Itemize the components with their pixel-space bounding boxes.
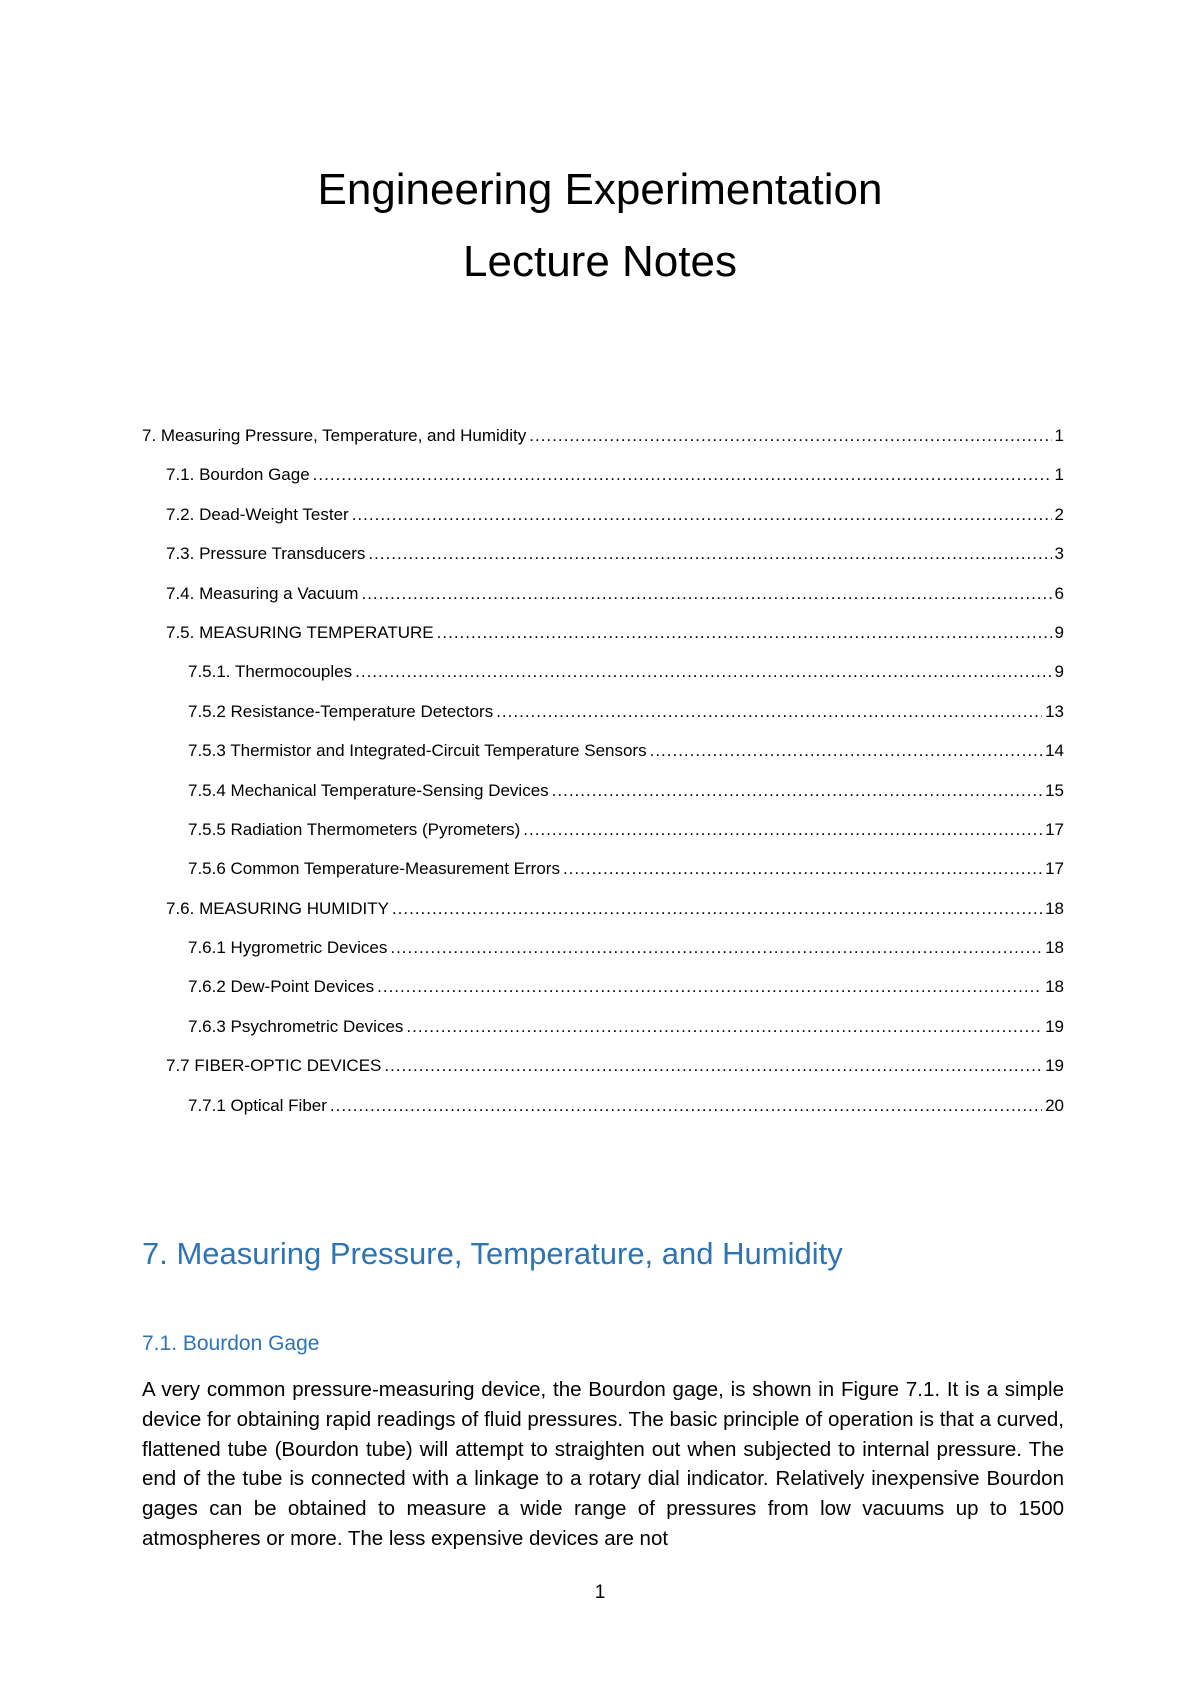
toc-entry[interactable] [142, 1017, 1064, 1056]
toc-entry-title: 7.1. Bourdon Gage [166, 465, 310, 485]
toc-dot-leader [406, 1017, 1042, 1037]
toc-dot-leader [384, 1056, 1042, 1076]
document-title: Engineering Experimentation [317, 165, 883, 214]
toc-entry-title: 7.5. MEASURING TEMPERATURE [166, 622, 434, 642]
toc-entry-page: 3 [1054, 544, 1064, 564]
toc-entry-title: 7.5.6 Common Temperature-Measurement Errors [188, 859, 560, 879]
toc-entry-page: 17 [1045, 859, 1064, 879]
toc-entry-title: 7.4. Measuring a Vacuum [166, 583, 359, 603]
toc-dot-leader [529, 426, 1051, 446]
toc-dot-leader [377, 977, 1042, 997]
toc-entry-title: 7.2. Dead-Weight Tester [166, 504, 349, 524]
toc-entry[interactable] [142, 505, 1064, 544]
toc-dot-leader [368, 544, 1051, 564]
toc-entry-title: 7.5.2 Resistance-Temperature Detectors [188, 701, 494, 721]
toc-entry-title: 7.6.2 Dew-Point Devices [188, 977, 375, 997]
toc-entry-title: 7. Measuring Pressure, Temperature, and Humidity [142, 426, 527, 445]
toc-dot-leader [352, 505, 1052, 525]
toc-entry-page: 15 [1045, 780, 1064, 800]
toc-entry-page: 9 [1054, 622, 1064, 642]
toc-dot-leader [437, 623, 1052, 643]
toc-entry-page: 18 [1045, 938, 1064, 958]
toc-entry[interactable] [142, 426, 1064, 465]
toc-entry-page: 9 [1054, 662, 1064, 682]
toc-entry[interactable] [142, 781, 1064, 820]
page-number: 1 [594, 1582, 606, 1603]
toc-dot-leader [552, 781, 1042, 801]
toc-entry[interactable] [142, 465, 1064, 504]
toc-entry-page: 18 [1045, 977, 1064, 997]
toc-entry-title: 7.3. Pressure Transducers [166, 544, 366, 564]
toc-dot-leader [523, 820, 1042, 840]
toc-entry[interactable] [142, 977, 1064, 1016]
document-subtitle: Lecture Notes [463, 237, 737, 286]
toc-dot-leader [355, 662, 1051, 682]
toc-dot-leader [361, 584, 1051, 604]
toc-entry[interactable] [142, 623, 1064, 662]
toc-entry[interactable] [142, 544, 1064, 583]
toc-dot-leader [313, 465, 1052, 485]
body-paragraph: A very common pressure-measuring device, the Bourdon gage, is shown in Figure 7.1. It is a simple device for obtaining rapid readings of fluid pressures. The basic principle of operation is that a curved, flattened tube (Bourdon tube) will attempt to straighten out when subjected to internal pressure. The end of the tube is connected with a linkage to a rotary dial indicator. Relatively inexpensive Bourdon gages can be obtained to measure a wide range of pressures from low vacuums up to 1500 atmospheres or more. The less expensive devices are not [142, 1378, 1064, 1550]
toc-entry-page: 14 [1045, 741, 1064, 761]
toc-entry-page: 1 [1054, 426, 1064, 445]
toc-dot-leader [563, 859, 1042, 879]
section-heading: 7. Measuring Pressure, Temperature, and Humidity [142, 1236, 843, 1271]
subsection-heading: 7.1. Bourdon Gage [142, 1332, 320, 1355]
toc-entry-title: 7.5.3 Thermistor and Integrated-Circuit Temperature Sensors [188, 741, 647, 761]
toc-entry[interactable] [142, 820, 1064, 859]
toc-entry[interactable] [142, 584, 1064, 623]
toc-entry-page: 17 [1045, 819, 1064, 839]
toc-dot-leader [330, 1096, 1042, 1116]
toc-entry-title: 7.5.1. Thermocouples [188, 662, 353, 682]
toc-entry-page: 19 [1045, 1056, 1064, 1076]
toc-entry[interactable] [142, 662, 1064, 701]
toc-entry[interactable] [142, 1096, 1064, 1135]
toc-entry-page: 13 [1045, 701, 1064, 721]
toc-entry-page: 20 [1045, 1095, 1064, 1115]
toc-entry-title: 7.5.5 Radiation Thermometers (Pyrometers) [188, 819, 521, 839]
toc-entry-title: 7.5.4 Mechanical Temperature-Sensing Devices [188, 780, 549, 800]
toc-entry-title: 7.7.1 Optical Fiber [188, 1095, 327, 1115]
toc-entry[interactable] [142, 702, 1064, 741]
toc-entry[interactable] [142, 741, 1064, 780]
toc-entry-title: 7.6. MEASURING HUMIDITY [166, 898, 389, 918]
toc-entry[interactable] [142, 938, 1064, 977]
toc-dot-leader [650, 741, 1042, 761]
toc-entry-title: 7.6.1 Hygrometric Devices [188, 938, 388, 958]
toc-entry-page: 19 [1045, 1016, 1064, 1036]
toc-entry-title: 7.6.3 Psychrometric Devices [188, 1016, 404, 1036]
toc-entry[interactable] [142, 1056, 1064, 1095]
toc-entry-title: 7.7 FIBER-OPTIC DEVICES [166, 1056, 382, 1076]
toc-dot-leader [392, 899, 1042, 919]
toc-entry[interactable] [142, 859, 1064, 898]
toc-entry-page: 18 [1045, 898, 1064, 918]
toc-entry-page: 6 [1054, 583, 1064, 603]
toc-dot-leader [496, 702, 1042, 722]
toc-entry[interactable] [142, 899, 1064, 938]
toc-dot-leader [390, 938, 1042, 958]
toc-entry-page: 2 [1054, 504, 1064, 524]
table-of-contents [142, 426, 1064, 1135]
toc-entry-page: 1 [1054, 465, 1064, 485]
